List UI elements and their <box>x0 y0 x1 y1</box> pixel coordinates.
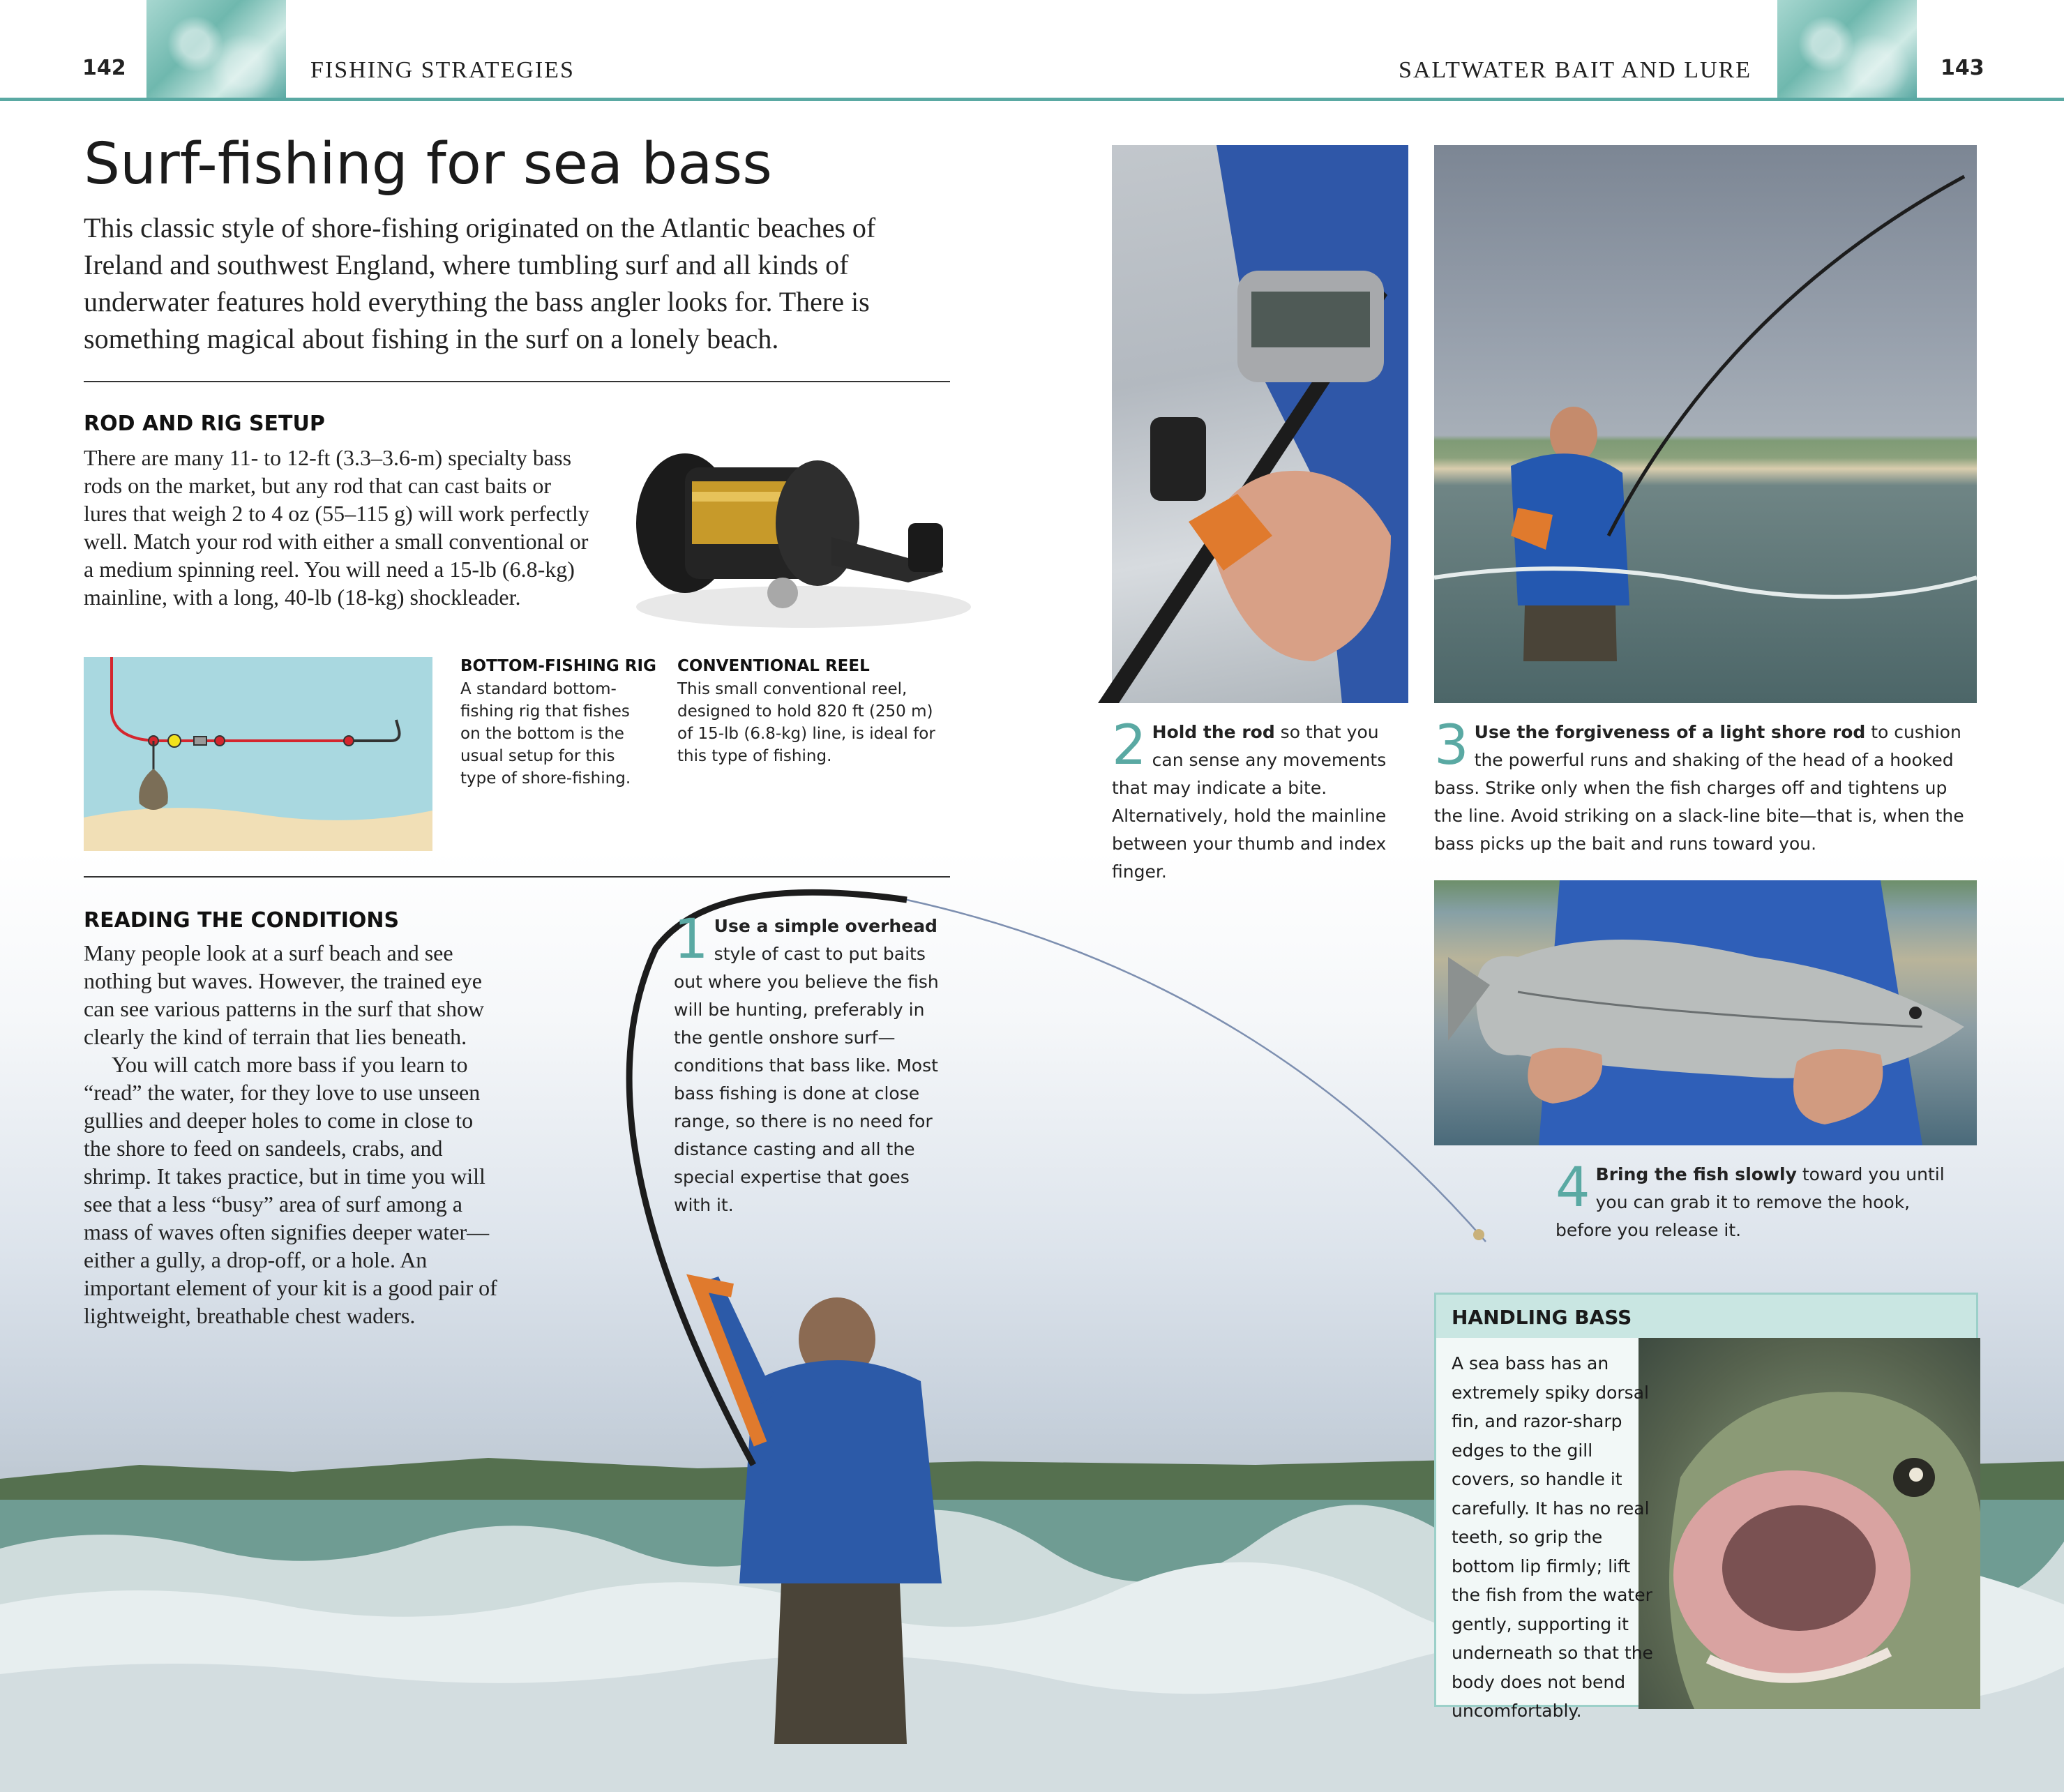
handling-bass-box <box>1434 1293 1978 1721</box>
hooked-bass-illustration <box>1434 880 1977 1145</box>
handling-bass-heading: HANDLING BASS <box>1452 1306 1632 1329</box>
page-header <box>0 0 2064 101</box>
reading-conditions-body <box>84 939 502 1330</box>
step-3-caption <box>1434 714 1978 858</box>
bottom-fishing-rig-diagram <box>84 657 432 851</box>
left-section-title: FISHING STRATEGIES <box>310 57 575 83</box>
left-header-thumbnail <box>146 0 286 98</box>
right-section-title: SALTWATER BAIT AND LURE <box>1399 57 1752 83</box>
step-2-caption <box>1112 714 1405 886</box>
rig-caption-text: A standard bottom-fishing rig that fishes on the bottom is the usual setup for this type of shore-fishing. <box>460 680 631 788</box>
reel-illustration <box>608 426 999 635</box>
bass-mouth-illustration <box>1639 1338 1980 1709</box>
rig-illustration <box>84 657 432 851</box>
step-3-body: to cushion the powerful runs and shaking of the head of a hooked bass. Strike only when the fish charges off and tightens up the line. Avoid striking on a slack-line bite—that is, when the bass picks up the bait and runs toward you. <box>1434 722 1964 854</box>
reading-conditions-heading: READING THE CONDITIONS <box>84 908 400 933</box>
step-1-text <box>674 908 939 1219</box>
angler-in-water-photo <box>1434 145 1977 703</box>
step-1-number: 1 <box>674 908 709 971</box>
section-divider <box>84 381 950 382</box>
right-header-thumbnail <box>1777 0 1917 98</box>
section-divider-2 <box>84 876 950 878</box>
step-1-body: style of cast to put baits out where you believe the fish will be hunting, preferably in the gentle onshore surf—conditions that bass like. Most bass fishing is done at close range, so there is no need for distance casting and all the special expertise that goes with it. <box>674 944 939 1215</box>
step-4-caption <box>1555 1157 1946 1244</box>
step-1-caption <box>674 908 939 1219</box>
angler-in-water-illustration <box>1434 145 1977 703</box>
step-4-number: 4 <box>1555 1157 1590 1219</box>
hold-rod-illustration <box>1112 145 1408 703</box>
handling-bass-text: A sea bass has an extremely spiky dorsal fin, and razor-sharp edges to the gill covers, so handle it carefully. It has no real teeth, so grip the bottom lip firmly; lift the fish from the water gently, supporting it underneath so that the body does not bend uncomfortably. <box>1452 1353 1653 1721</box>
reading-conditions-para-2: You will catch more bass if you learn to “read” the water, for they love to use unseen gullies and deeper holes to come in close to the shore to feed on sandeels, crabs, and shrimp. It takes practice, but in time you will see that a less “busy” area of surf among a mass of waves often signifies deeper water—either a gully, a drop-off, or a hole. An important element of your kit is a good pair of lightweight, breathable chest waders. <box>84 1052 497 1328</box>
step-2-lead: Hold the rod <box>1152 722 1275 742</box>
hooked-bass-photo <box>1434 880 1977 1145</box>
right-page-number: 143 <box>1941 56 1984 80</box>
step-2-text <box>1112 714 1405 886</box>
step-4-body: toward you until you can grab it to remove the hook, before you release it. <box>1555 1164 1945 1240</box>
step-3-lead: Use the forgiveness of a light shore rod <box>1474 722 1866 742</box>
reel-caption-text: This small conventional reel, designed to hold 820 ft (250 m) of 15-lb (6.8-kg) line, is ideal for this type of fishing. <box>677 680 935 765</box>
rod-rig-heading: ROD AND RIG SETUP <box>84 412 325 436</box>
bass-mouth-photo <box>1639 1338 1980 1709</box>
step-1-lead: Use a simple overhead <box>714 916 937 936</box>
left-page-number: 142 <box>82 56 126 80</box>
conventional-reel-image <box>608 426 999 635</box>
step-4-text <box>1555 1157 1946 1244</box>
step-2-number: 2 <box>1112 714 1147 777</box>
step-2-body: so that you can sense any movements that may indicate a bite. Alternatively, hold the mainline between your thumb and index finger. <box>1112 722 1387 882</box>
step-4-lead: Bring the fish slowly <box>1595 1164 1797 1184</box>
reel-caption-heading: CONVENTIONAL REEL <box>677 657 870 675</box>
reading-conditions-para-1: Many people look at a surf beach and see nothing but waves. However, the trained eye can see various patterns in the surf that show clearly the kind of terrain that lies beneath. <box>84 940 485 1049</box>
article-intro: This classic style of shore-fishing originated on the Atlantic beaches of Ireland and southwest England, where tumbling surf and all kinds of underwater features hold everything the bass angler looks for. There is something magical about fishing in the surf on a lonely beach. <box>84 212 876 354</box>
rig-caption-heading: BOTTOM-FISHING RIG <box>460 657 656 675</box>
rod-rig-text: There are many 11- to 12-ft (3.3–3.6-m) specialty bass rods on the market, but any rod that can cast baits or lures that weigh 2 to 4 oz (55–115 g) will work perfectly well. Match your rod with either a small conventional or a medium spinning reel. You will need a 15-lb (6.8-kg) mainline, with a long, 40-lb (18-kg) shockleader. <box>84 445 589 610</box>
hold-rod-photo <box>1112 145 1408 703</box>
step-3-text <box>1434 714 1978 858</box>
step-3-number: 3 <box>1434 714 1469 777</box>
article-title: Surf-fishing for sea bass <box>84 131 772 197</box>
